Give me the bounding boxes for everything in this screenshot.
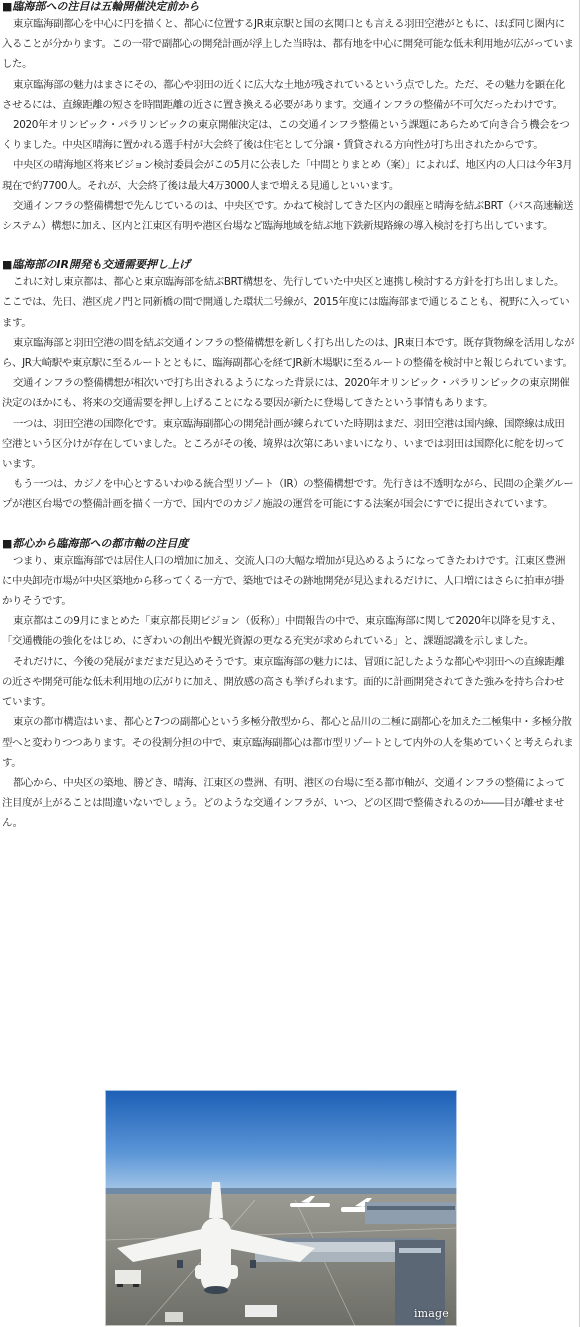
paragraph: 交通インフラの整備構想が相次いで打ち出されるようになった背景には、2020年オリンピック・パラリンピックの東京開催決定のほかにも、将来の交通需要を押し上げることになる要因が新たに登場してきたという事情もあります。 <box>2 377 570 410</box>
paragraph: 2020年オリンピック・パラリンピックの東京開催決定は、この交通インフラ整備という課題にあらためて向き合う機会をつくりました。中央区晴海に置かれる選手村が大会終了後は住宅として分譲・賃貸される方向性が打ち出されたからです。 <box>2 119 570 152</box>
photo-caption: image <box>413 1307 449 1320</box>
paragraph: これに対し東京都は、都心と東京臨海部を結ぶBRT構想を、先行していた中央区と連携し検討する方針を打ち出しました。ここでは、先日、港区虎ノ門と同新橋の間で開通した環状二号線が、2015年度には臨海部まで通じることも、視野に入っています。 <box>2 276 570 329</box>
paragraph: 中央区の晴海地区将来ビジョン検討委員会がこの5月に公表した「中間とりまとめ（案）」によれば、地区内の人口は今年3月現在で約7700人。それが、大会終了後は最大4万3000人まで増える見通しといいます。 <box>2 159 573 192</box>
section-heading: ■都心から臨海部への都市軸の注目度 <box>2 536 189 550</box>
paragraph: 東京都はこの9月にまとめた「東京都長期ビジョン（仮称）」中間報告の中で、東京臨海部に関して2020年以降を見すえ、「交通機能の強化をはじめ、にぎわいの創出や観光資源の更なる充実が求められている」と、課題認識を示しました。 <box>2 615 562 648</box>
section-3 <box>2 537 574 834</box>
section-1 <box>2 0 574 236</box>
paragraph: 東京臨海部と羽田空港の間を結ぶ交通インフラの整備構想を新しく打ち出したのは、JR東日本です。既存貨物線を活用しながら、JR大崎駅や東京駅に至るルートとともに、臨海副都心を経てJR新木場駅に至るルートの整備を検討中と報じられています。 <box>2 336 574 370</box>
section-heading: ■臨海部への注目は五輪開催決定前から <box>2 0 200 13</box>
airport-apron-image <box>105 1090 457 1326</box>
paragraph: 都心から、中央区の築地、勝どき、晴海、江東区の豊洲、有明、港区の台場に至る都市軸が、交通インフラの整備によって注目度が上がることは間違いないでしょう。どのような交通インフラが、いつ、どの区間で整備されるのか――目が離せません。 <box>2 776 565 830</box>
paragraph: 東京臨海部の魅力はまさにその、都心や羽田の近くに広大な土地が残されているという点でした。ただ、その魅力を顕在化させるには、直線距離の短さを時間距離の近さに置き換える必要があります。交通インフラの整備が不可欠だったわけです。 <box>2 78 565 111</box>
paragraph: 東京臨海副都心を中心に円を描くと、都心に位置するJR東京駅と国の玄関口とも言える羽田空港がともに、ほぼ同じ圏内に入ることが分かります。この一帯で副都心の開発計画が浮上した当時は、都有地を中心に開発可能な低未利用地が広がっていました。 <box>2 18 574 71</box>
paragraph: もう一つは、カジノを中心とするいわゆる統合型リゾート（IR）の整備構想です。先行きは不透明ながら、民間の企業グループが港区台場での整備計画を描く一方で、国内でのカジノ施設の運営を可能にする法案が国会にすでに提出されています。 <box>2 478 574 511</box>
paragraph: 交通インフラの整備構想で先んじているのは、中央区です。かねて検討してきた区内の銀座と晴海を結ぶBRT（バス高速輸送システム）構想に加え、区内と江東区有明や港区台場など臨海地域を結ぶ地下鉄新規路線の導入検討を打ち出しています。 <box>2 199 573 233</box>
paragraph: つまり、東京臨海部では居住人口の増加に加え、交流人口の大幅な増加が見込めるようになってきたわけです。江東区豊洲に中央卸売市場が中央区築地から移ってくる一方で、築地ではその跡地開発が見込まれるだけに、人口増にはさらに拍車が掛かりそうです。 <box>2 554 566 608</box>
article-body <box>2 0 574 834</box>
paragraph: 東京の都市構造はいま、都心と7つの副都心という多極分散型から、都心と品川の二極に副都心を加えた二極集中・多極分散型へと変わりつつあります。その役割分担の中で、東京臨海副都心は都市型リゾートとして内外の人を集めていくと考えられます。 <box>2 716 574 769</box>
section-heading: ■臨海部のIR開発も交通需要押し上げ <box>2 258 190 272</box>
paragraph: それだけに、今後の発展がまだまだ見込めそうです。東京臨海部の魅力には、冒頭に記したような都心や羽田への直線距離の近さや開発可能な低未利用地の広がりに加え、開放感の高さも挙げられます。面的に計画開発されてきた強みを持ち合わせています。 <box>2 655 565 709</box>
section-2 <box>2 258 574 514</box>
airport-photo <box>105 1090 457 1326</box>
paragraph: 一つは、羽田空港の国際化です。東京臨海副都心の開発計画が練られていた時期はまだ、羽田空港は国内線、国際線は成田空港という区分けが存在していました。ところがその後、境界は次第にあいまいになり、いまでは羽田は国際化に舵を切っています。 <box>2 417 565 471</box>
